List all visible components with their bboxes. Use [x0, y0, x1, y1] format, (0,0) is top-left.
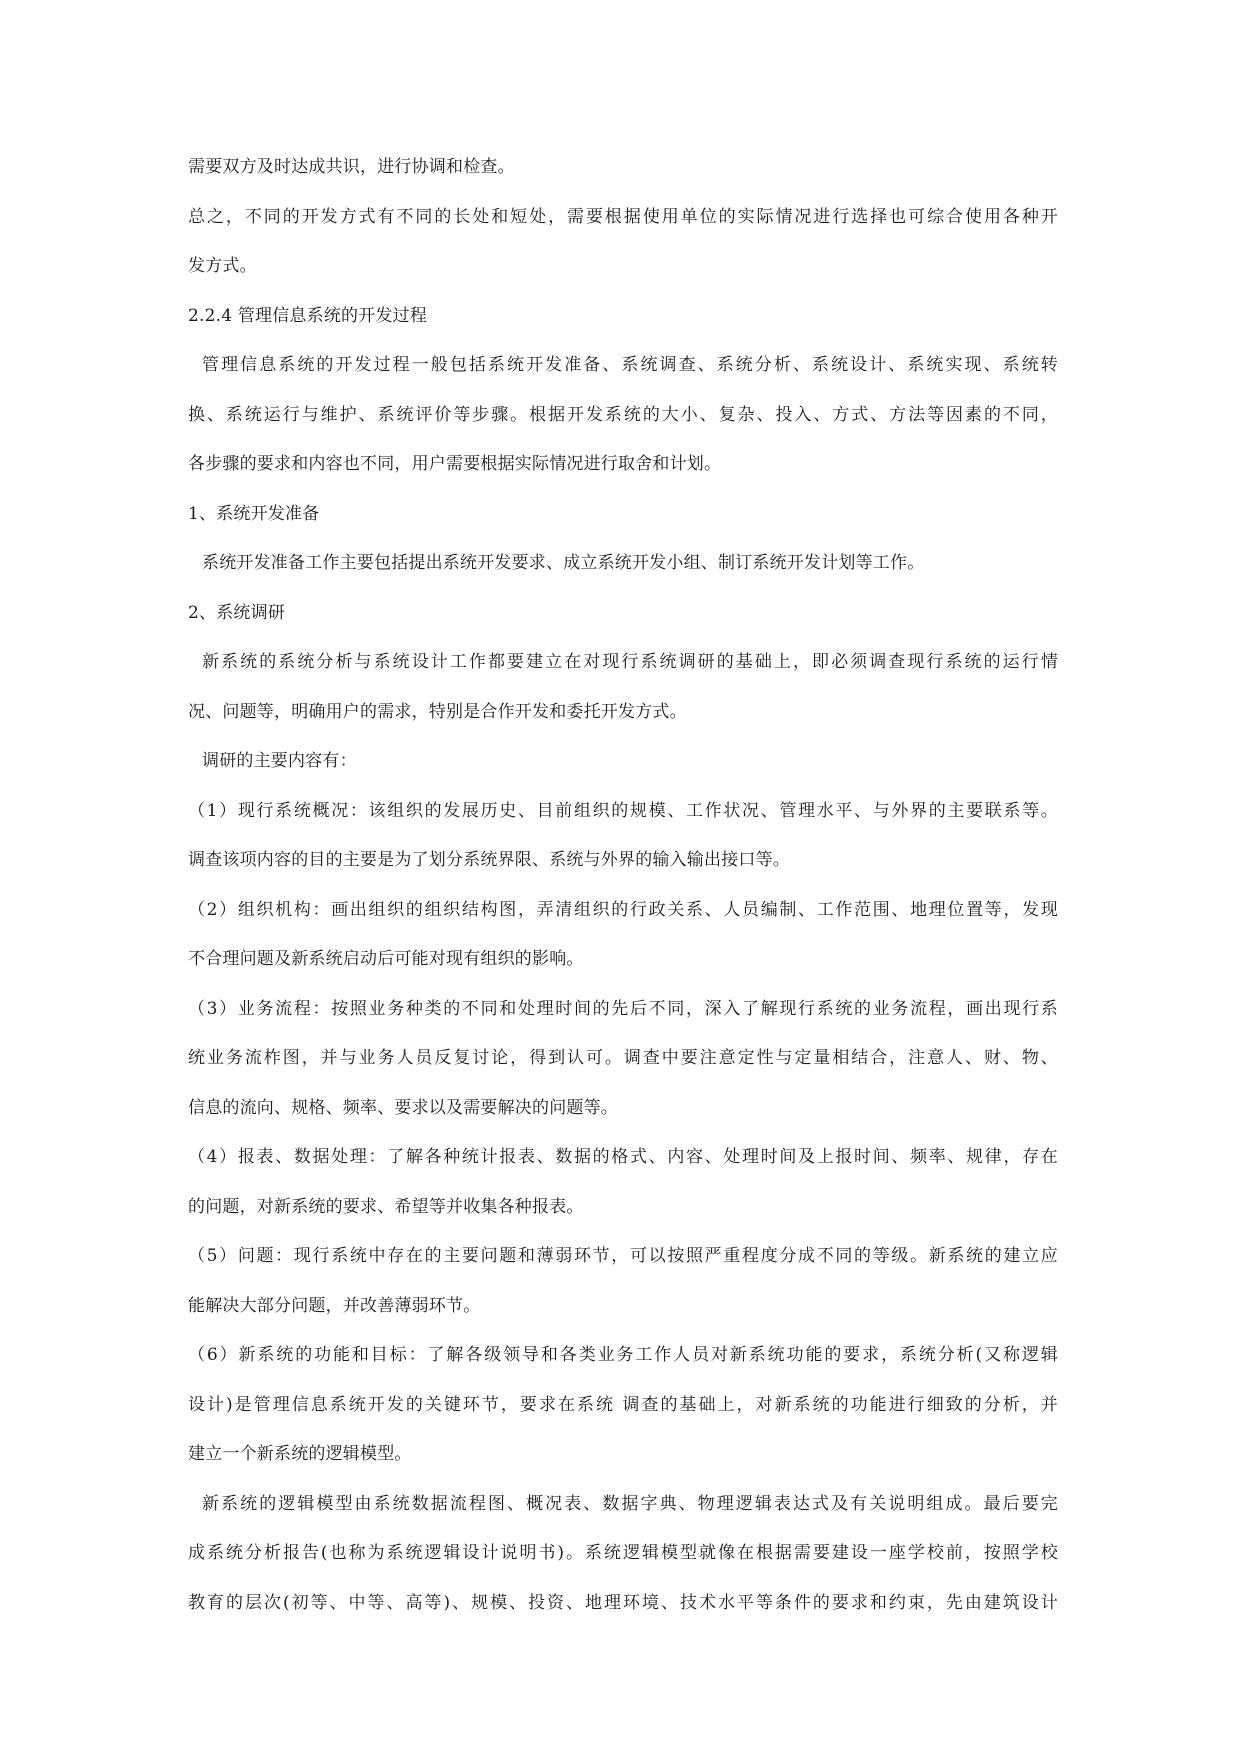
- text-line: 教育的层次(初等、中等、高等)、规模、投资、地理环境、技术水平等条件的要求和约束，先由建筑设计: [188, 1592, 1058, 1613]
- text-line: 管理信息系统的开发过程一般包括系统开发准备、系统调查、系统分析、系统设计、系统实现、系统转: [202, 355, 1058, 375]
- text-line: （5）问题：现行系统中存在的主要问题和薄弱环节，可以按照严重程度分成不同的等级。新系统的建立应: [188, 1246, 1058, 1266]
- text-line: （4）报表、数据处理：了解各种统计报表、数据的格式、内容、处理时间及上报时间、频率、规律，存在: [188, 1147, 1058, 1167]
- text-line: 不合理问题及新系统启动后可能对现有组织的影响。: [188, 949, 584, 969]
- text-line: （3）业务流程：按照业务种类的不同和处理时间的先后不同，深入了解现行系统的业务流程，画出现行系: [188, 998, 1058, 1019]
- text-line: 2.2.4 管理信息系统的开发过程: [188, 305, 428, 326]
- text-line: 需要双方及时达成共识，进行协调和检查。: [188, 157, 515, 177]
- text-line: 新系统的逻辑模型由系统数据流程图、概况表、数据字典、物理逻辑表达式及有关说明组成。最后要完: [202, 1493, 1058, 1514]
- text-line: （2）组织机构：画出组织的组织结构图，弄清组织的行政关系、人员编制、工作范围、地理位置等，发现: [188, 899, 1058, 920]
- text-line: （1）现行系统概况：该组织的发展历史、目前组织的规模、工作状况、管理水平、与外界的主要联系等。: [188, 800, 1058, 821]
- text-line: 新系统的系统分析与系统设计工作都要建立在对现行系统调研的基础上，即必须调查现行系统的运行情: [202, 652, 1058, 672]
- text-line: 的问题，对新系统的要求、希望等并收集各种报表。: [188, 1196, 584, 1217]
- text-line: 设计)是管理信息系统开发的关键环节，要求在系统 调查的基础上，对新系统的功能进行细致的分析，并: [188, 1394, 1058, 1415]
- text-line: 系统开发准备工作主要包括提出系统开发要求、成立系统开发小组、制订系统开发计划等工作。: [202, 553, 925, 573]
- text-line: 总之，不同的开发方式有不同的长处和短处，需要根据使用单位的实际情况进行选择也可综合使用各种开: [188, 206, 1058, 227]
- text-line: 能解决大部分问题，并改善薄弱环节。: [188, 1295, 481, 1316]
- text-line: 调研的主要内容有：: [202, 751, 357, 771]
- text-line: 换、系统运行与维护、系统评价等步骤。根据开发系统的大小、复杂、投入、方式、方法等因素的不同，: [188, 404, 1058, 425]
- text-line: 调查该项内容的目的主要是为了划分系统界限、系统与外界的输入输出接口等。: [188, 850, 790, 870]
- text-line: 成系统分析报告(也称为系统逻辑设计说明书)。系统逻辑模型就像在根据需要建设一座学校前，按照学校: [188, 1543, 1058, 1563]
- text-line: 信息的流向、规格、频率、要求以及需要解决的问题等。: [188, 1097, 618, 1118]
- text-line: 建立一个新系统的逻辑模型。: [188, 1444, 412, 1464]
- text-line: 统业务流柞图，并与业务人员反复讨论，得到认可。调查中要注意定性与定量相结合，注意人、财、物、: [188, 1048, 1058, 1068]
- text-line: 况、问题等，明确用户的需求，特别是合作开发和委托开发方式。: [188, 701, 687, 722]
- text-line: 2、系统调研: [188, 602, 286, 623]
- text-line: 发方式。: [188, 256, 257, 276]
- text-line: 1、系统开发准备: [188, 503, 320, 524]
- text-line: （6）新系统的功能和目标：了解各级领导和各类业务工作人员对新系统功能的要求，系统分析(又称逻辑: [188, 1345, 1058, 1365]
- document-body: [188, 155, 1058, 1640]
- text-line: 各步骤的要求和内容也不同，用户需要根据实际情况进行取舍和计划。: [188, 454, 722, 474]
